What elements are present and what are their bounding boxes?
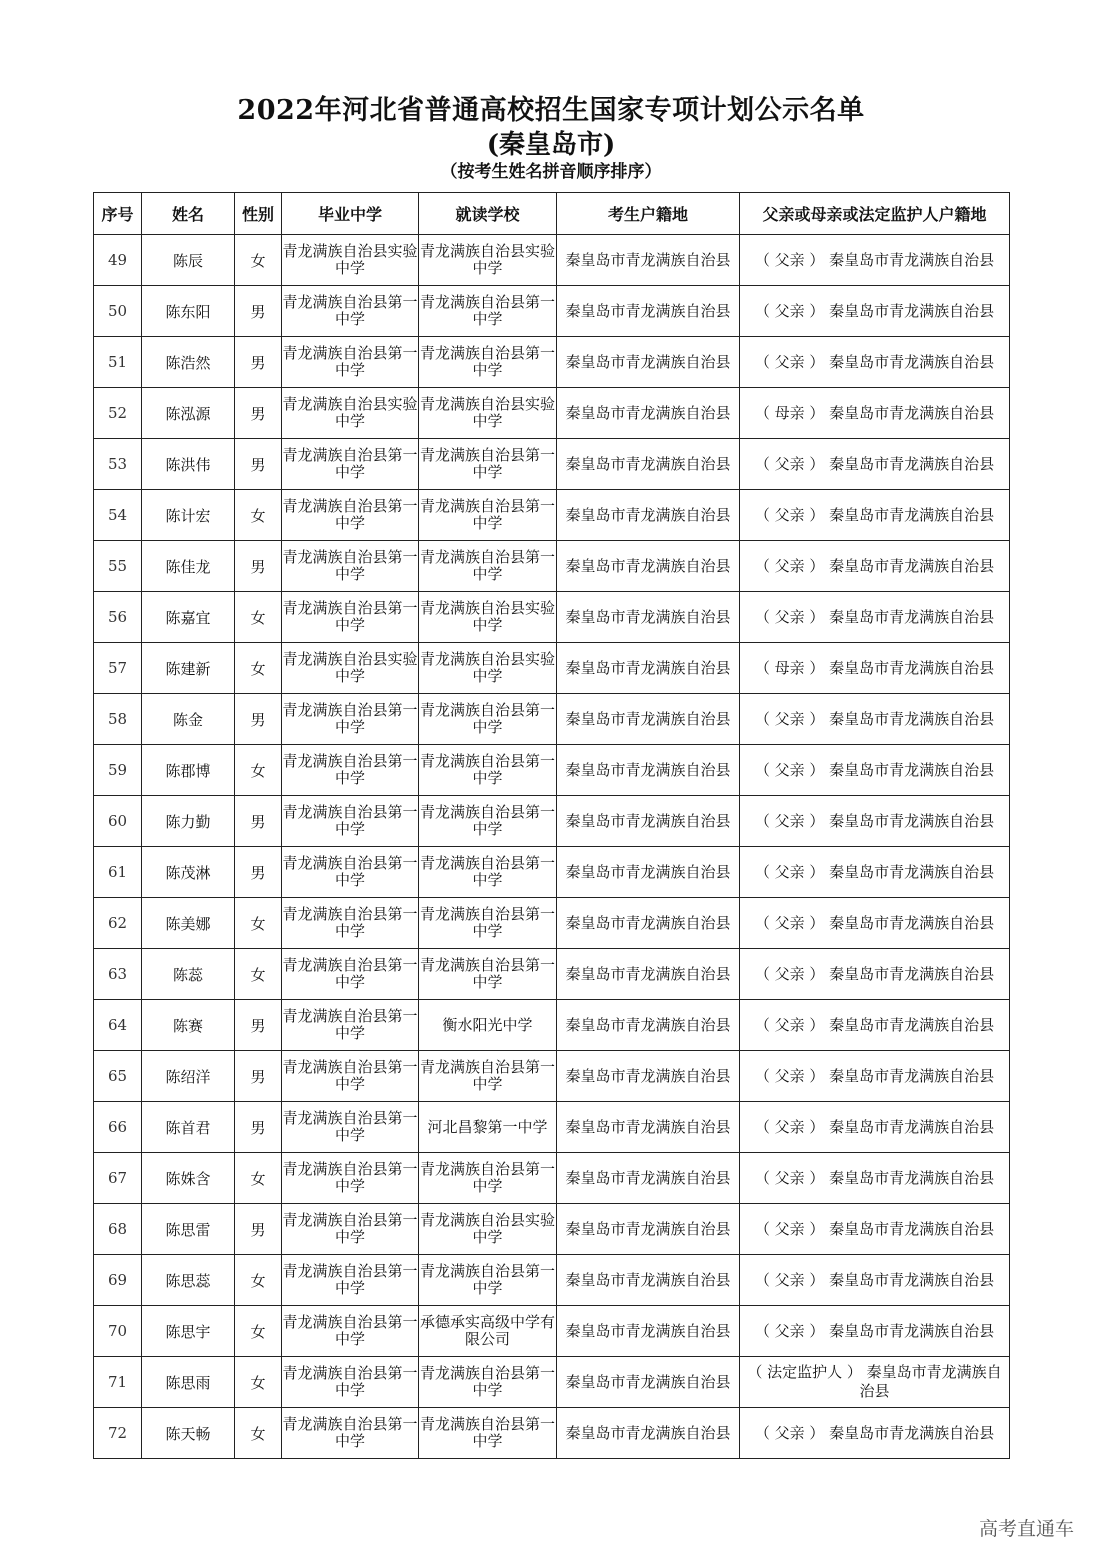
- cell-name: 陈浩然: [142, 337, 235, 388]
- cell-grad-school: 青龙满族自治县第一中学: [282, 541, 419, 592]
- table-row: [94, 643, 1010, 694]
- table-row: [94, 949, 1010, 1000]
- page-subtitle-city: (秦皇岛市): [486, 130, 616, 160]
- cell-study-school: 青龙满族自治县第一中学: [419, 490, 557, 541]
- cell-study-school: 青龙满族自治县第一中学: [419, 1357, 557, 1408]
- table-row: [94, 1408, 1010, 1459]
- cell-grad-school: 青龙满族自治县第一中学: [282, 1102, 419, 1153]
- cell-gender: 女: [235, 949, 282, 1000]
- cell-hukou: 秦皇岛市青龙满族自治县: [557, 745, 740, 796]
- cell-gender: 男: [235, 1051, 282, 1102]
- cell-study-school: 青龙满族自治县实验中学: [419, 592, 557, 643]
- cell-grad-school: 青龙满族自治县第一中学: [282, 1306, 419, 1357]
- cell-study-school: 青龙满族自治县第一中学: [419, 796, 557, 847]
- cell-hukou: 秦皇岛市青龙满族自治县: [557, 1306, 740, 1357]
- cell-study-school: 青龙满族自治县第一中学: [419, 898, 557, 949]
- table-row: [94, 1051, 1010, 1102]
- cell-name: 陈东阳: [142, 286, 235, 337]
- cell-study-school: 青龙满族自治县第一中学: [419, 1153, 557, 1204]
- cell-no: 56: [94, 592, 142, 643]
- cell-name: 陈茂淋: [142, 847, 235, 898]
- cell-guardian-hukou: （ 父亲 ） 秦皇岛市青龙满族自治县: [740, 796, 1010, 847]
- cell-guardian-hukou: （ 父亲 ） 秦皇岛市青龙满族自治县: [740, 1204, 1010, 1255]
- cell-grad-school: 青龙满族自治县第一中学: [282, 1153, 419, 1204]
- header-gender: 性别: [235, 193, 282, 235]
- table-row: [94, 337, 1010, 388]
- cell-guardian-hukou: （ 父亲 ） 秦皇岛市青龙满族自治县: [740, 490, 1010, 541]
- cell-hukou: 秦皇岛市青龙满族自治县: [557, 847, 740, 898]
- cell-hukou: 秦皇岛市青龙满族自治县: [557, 337, 740, 388]
- cell-name: 陈首君: [142, 1102, 235, 1153]
- header-grad-school: 毕业中学: [282, 193, 419, 235]
- cell-hukou: 秦皇岛市青龙满族自治县: [557, 898, 740, 949]
- cell-study-school: 青龙满族自治县第一中学: [419, 847, 557, 898]
- cell-no: 70: [94, 1306, 142, 1357]
- cell-no: 72: [94, 1408, 142, 1459]
- cell-no: 69: [94, 1255, 142, 1306]
- cell-guardian-hukou: （ 父亲 ） 秦皇岛市青龙满族自治县: [740, 745, 1010, 796]
- cell-study-school: 青龙满族自治县第一中学: [419, 694, 557, 745]
- cell-no: 54: [94, 490, 142, 541]
- cell-grad-school: 青龙满族自治县第一中学: [282, 1408, 419, 1459]
- cell-gender: 男: [235, 388, 282, 439]
- cell-guardian-hukou: （ 父亲 ） 秦皇岛市青龙满族自治县: [740, 1051, 1010, 1102]
- roster-table: [93, 192, 1010, 1459]
- cell-no: 52: [94, 388, 142, 439]
- cell-guardian-hukou: （ 父亲 ） 秦皇岛市青龙满族自治县: [740, 1408, 1010, 1459]
- cell-name: 陈洪伟: [142, 439, 235, 490]
- cell-study-school: 青龙满族自治县第一中学: [419, 286, 557, 337]
- cell-no: 51: [94, 337, 142, 388]
- cell-no: 64: [94, 1000, 142, 1051]
- cell-study-school: 河北昌黎第一中学: [419, 1102, 557, 1153]
- cell-hukou: 秦皇岛市青龙满族自治县: [557, 286, 740, 337]
- cell-gender: 男: [235, 439, 282, 490]
- cell-hukou: 秦皇岛市青龙满族自治县: [557, 1255, 740, 1306]
- cell-grad-school: 青龙满族自治县第一中学: [282, 949, 419, 1000]
- cell-study-school: 青龙满族自治县第一中学: [419, 541, 557, 592]
- cell-no: 68: [94, 1204, 142, 1255]
- cell-grad-school: 青龙满族自治县第一中学: [282, 439, 419, 490]
- cell-study-school: 青龙满族自治县第一中学: [419, 439, 557, 490]
- cell-hukou: 秦皇岛市青龙满族自治县: [557, 949, 740, 1000]
- cell-hukou: 秦皇岛市青龙满族自治县: [557, 1153, 740, 1204]
- table-row: [94, 1357, 1010, 1408]
- cell-grad-school: 青龙满族自治县第一中学: [282, 898, 419, 949]
- cell-gender: 男: [235, 337, 282, 388]
- page-subtitle-sort-note: （按考生姓名拼音顺序排序）: [440, 162, 662, 182]
- cell-hukou: 秦皇岛市青龙满族自治县: [557, 1204, 740, 1255]
- cell-no: 71: [94, 1357, 142, 1408]
- table-row: [94, 490, 1010, 541]
- cell-name: 陈金: [142, 694, 235, 745]
- cell-gender: 男: [235, 541, 282, 592]
- cell-gender: 女: [235, 898, 282, 949]
- table-row: [94, 1255, 1010, 1306]
- cell-gender: 女: [235, 1408, 282, 1459]
- cell-gender: 男: [235, 1204, 282, 1255]
- cell-gender: 女: [235, 490, 282, 541]
- cell-name: 陈思蕊: [142, 1255, 235, 1306]
- cell-grad-school: 青龙满族自治县第一中学: [282, 286, 419, 337]
- table-row: [94, 898, 1010, 949]
- cell-study-school: 青龙满族自治县第一中学: [419, 1408, 557, 1459]
- cell-name: 陈绍洋: [142, 1051, 235, 1102]
- cell-gender: 女: [235, 1153, 282, 1204]
- table-row: [94, 388, 1010, 439]
- cell-grad-school: 青龙满族自治县第一中学: [282, 337, 419, 388]
- cell-guardian-hukou: （ 父亲 ） 秦皇岛市青龙满族自治县: [740, 541, 1010, 592]
- cell-name: 陈嘉宜: [142, 592, 235, 643]
- table-row: [94, 745, 1010, 796]
- cell-gender: 男: [235, 286, 282, 337]
- cell-guardian-hukou: （ 父亲 ） 秦皇岛市青龙满族自治县: [740, 1000, 1010, 1051]
- cell-study-school: 青龙满族自治县实验中学: [419, 235, 557, 286]
- cell-hukou: 秦皇岛市青龙满族自治县: [557, 1408, 740, 1459]
- cell-name: 陈建新: [142, 643, 235, 694]
- table-row: [94, 1153, 1010, 1204]
- cell-no: 57: [94, 643, 142, 694]
- cell-guardian-hukou: （ 父亲 ） 秦皇岛市青龙满族自治县: [740, 286, 1010, 337]
- cell-gender: 女: [235, 643, 282, 694]
- cell-no: 63: [94, 949, 142, 1000]
- cell-guardian-hukou: （ 父亲 ） 秦皇岛市青龙满族自治县: [740, 1255, 1010, 1306]
- page-title: 2022年河北省普通高校招生国家专项计划公示名单: [237, 95, 865, 126]
- cell-hukou: 秦皇岛市青龙满族自治县: [557, 235, 740, 286]
- header-study-school: 就读学校: [419, 193, 557, 235]
- cell-no: 55: [94, 541, 142, 592]
- cell-no: 49: [94, 235, 142, 286]
- cell-grad-school: 青龙满族自治县第一中学: [282, 1051, 419, 1102]
- table-row: [94, 439, 1010, 490]
- cell-study-school: 青龙满族自治县实验中学: [419, 1204, 557, 1255]
- table-row: [94, 847, 1010, 898]
- cell-gender: 男: [235, 1000, 282, 1051]
- table-row: [94, 235, 1010, 286]
- cell-name: 陈计宏: [142, 490, 235, 541]
- cell-grad-school: 青龙满族自治县第一中学: [282, 694, 419, 745]
- cell-guardian-hukou: （ 父亲 ） 秦皇岛市青龙满族自治县: [740, 898, 1010, 949]
- cell-no: 59: [94, 745, 142, 796]
- cell-study-school: 青龙满族自治县第一中学: [419, 1051, 557, 1102]
- cell-gender: 女: [235, 1255, 282, 1306]
- cell-grad-school: 青龙满族自治县实验中学: [282, 388, 419, 439]
- cell-guardian-hukou: （ 父亲 ） 秦皇岛市青龙满族自治县: [740, 1153, 1010, 1204]
- cell-grad-school: 青龙满族自治县第一中学: [282, 1000, 419, 1051]
- cell-grad-school: 青龙满族自治县第一中学: [282, 490, 419, 541]
- cell-hukou: 秦皇岛市青龙满族自治县: [557, 1051, 740, 1102]
- cell-no: 67: [94, 1153, 142, 1204]
- cell-grad-school: 青龙满族自治县第一中学: [282, 1357, 419, 1408]
- cell-hukou: 秦皇岛市青龙满族自治县: [557, 388, 740, 439]
- cell-gender: 男: [235, 796, 282, 847]
- cell-grad-school: 青龙满族自治县第一中学: [282, 592, 419, 643]
- cell-hukou: 秦皇岛市青龙满族自治县: [557, 1102, 740, 1153]
- header-no: 序号: [94, 193, 142, 235]
- cell-hukou: 秦皇岛市青龙满族自治县: [557, 592, 740, 643]
- cell-no: 50: [94, 286, 142, 337]
- table-row: [94, 592, 1010, 643]
- cell-grad-school: 青龙满族自治县第一中学: [282, 745, 419, 796]
- cell-study-school: 青龙满族自治县第一中学: [419, 337, 557, 388]
- cell-name: 陈力勤: [142, 796, 235, 847]
- cell-gender: 男: [235, 847, 282, 898]
- cell-gender: 女: [235, 592, 282, 643]
- cell-hukou: 秦皇岛市青龙满族自治县: [557, 1000, 740, 1051]
- cell-no: 66: [94, 1102, 142, 1153]
- table-header-row: [94, 193, 1010, 235]
- table-row: [94, 694, 1010, 745]
- cell-guardian-hukou: （ 父亲 ） 秦皇岛市青龙满族自治县: [740, 235, 1010, 286]
- cell-name: 陈思雨: [142, 1357, 235, 1408]
- table-row: [94, 1102, 1010, 1153]
- cell-guardian-hukou: （ 母亲 ） 秦皇岛市青龙满族自治县: [740, 388, 1010, 439]
- table-row: [94, 286, 1010, 337]
- cell-study-school: 青龙满族自治县第一中学: [419, 1255, 557, 1306]
- cell-guardian-hukou: （ 父亲 ） 秦皇岛市青龙满族自治县: [740, 439, 1010, 490]
- cell-no: 58: [94, 694, 142, 745]
- cell-name: 陈佳龙: [142, 541, 235, 592]
- cell-name: 陈泓源: [142, 388, 235, 439]
- cell-name: 陈蕊: [142, 949, 235, 1000]
- cell-name: 陈赛: [142, 1000, 235, 1051]
- table-row: [94, 1000, 1010, 1051]
- cell-study-school: 青龙满族自治县第一中学: [419, 745, 557, 796]
- cell-study-school: 承德承实高级中学有限公司: [419, 1306, 557, 1357]
- table-row: [94, 796, 1010, 847]
- cell-name: 陈天畅: [142, 1408, 235, 1459]
- cell-no: 61: [94, 847, 142, 898]
- cell-study-school: 衡水阳光中学: [419, 1000, 557, 1051]
- cell-study-school: 青龙满族自治县实验中学: [419, 643, 557, 694]
- cell-study-school: 青龙满族自治县实验中学: [419, 388, 557, 439]
- cell-hukou: 秦皇岛市青龙满族自治县: [557, 541, 740, 592]
- cell-hukou: 秦皇岛市青龙满族自治县: [557, 439, 740, 490]
- cell-name: 陈思宇: [142, 1306, 235, 1357]
- cell-grad-school: 青龙满族自治县实验中学: [282, 643, 419, 694]
- cell-hukou: 秦皇岛市青龙满族自治县: [557, 643, 740, 694]
- cell-guardian-hukou: （ 父亲 ） 秦皇岛市青龙满族自治县: [740, 694, 1010, 745]
- cell-guardian-hukou: （ 父亲 ） 秦皇岛市青龙满族自治县: [740, 337, 1010, 388]
- cell-gender: 女: [235, 1357, 282, 1408]
- header-guardian-hukou: 父亲或母亲或法定监护人户籍地: [740, 193, 1010, 235]
- cell-guardian-hukou: （ 父亲 ） 秦皇岛市青龙满族自治县: [740, 1306, 1010, 1357]
- cell-gender: 女: [235, 1306, 282, 1357]
- cell-gender: 女: [235, 235, 282, 286]
- cell-guardian-hukou: （ 父亲 ） 秦皇岛市青龙满族自治县: [740, 1102, 1010, 1153]
- cell-no: 65: [94, 1051, 142, 1102]
- cell-no: 60: [94, 796, 142, 847]
- cell-grad-school: 青龙满族自治县第一中学: [282, 796, 419, 847]
- cell-study-school: 青龙满族自治县第一中学: [419, 949, 557, 1000]
- cell-guardian-hukou: （ 法定监护人 ） 秦皇岛市青龙满族自治县: [740, 1357, 1010, 1408]
- cell-no: 53: [94, 439, 142, 490]
- cell-guardian-hukou: （ 父亲 ） 秦皇岛市青龙满族自治县: [740, 847, 1010, 898]
- cell-name: 陈辰: [142, 235, 235, 286]
- cell-gender: 男: [235, 1102, 282, 1153]
- watermark-text: 高考直通车: [978, 1518, 1074, 1540]
- table-row: [94, 1204, 1010, 1255]
- cell-hukou: 秦皇岛市青龙满族自治县: [557, 1357, 740, 1408]
- cell-hukou: 秦皇岛市青龙满族自治县: [557, 490, 740, 541]
- cell-no: 62: [94, 898, 142, 949]
- cell-hukou: 秦皇岛市青龙满族自治县: [557, 796, 740, 847]
- cell-grad-school: 青龙满族自治县第一中学: [282, 847, 419, 898]
- cell-guardian-hukou: （ 母亲 ） 秦皇岛市青龙满族自治县: [740, 643, 1010, 694]
- cell-gender: 女: [235, 745, 282, 796]
- table-row: [94, 541, 1010, 592]
- header-hukou: 考生户籍地: [557, 193, 740, 235]
- cell-guardian-hukou: （ 父亲 ） 秦皇岛市青龙满族自治县: [740, 949, 1010, 1000]
- cell-guardian-hukou: （ 父亲 ） 秦皇岛市青龙满族自治县: [740, 592, 1010, 643]
- cell-name: 陈美娜: [142, 898, 235, 949]
- cell-gender: 男: [235, 694, 282, 745]
- cell-name: 陈姝含: [142, 1153, 235, 1204]
- cell-grad-school: 青龙满族自治县第一中学: [282, 1204, 419, 1255]
- cell-name: 陈郡博: [142, 745, 235, 796]
- cell-name: 陈思雷: [142, 1204, 235, 1255]
- cell-grad-school: 青龙满族自治县实验中学: [282, 235, 419, 286]
- header-name: 姓名: [142, 193, 235, 235]
- cell-hukou: 秦皇岛市青龙满族自治县: [557, 694, 740, 745]
- cell-grad-school: 青龙满族自治县第一中学: [282, 1255, 419, 1306]
- table-row: [94, 1306, 1010, 1357]
